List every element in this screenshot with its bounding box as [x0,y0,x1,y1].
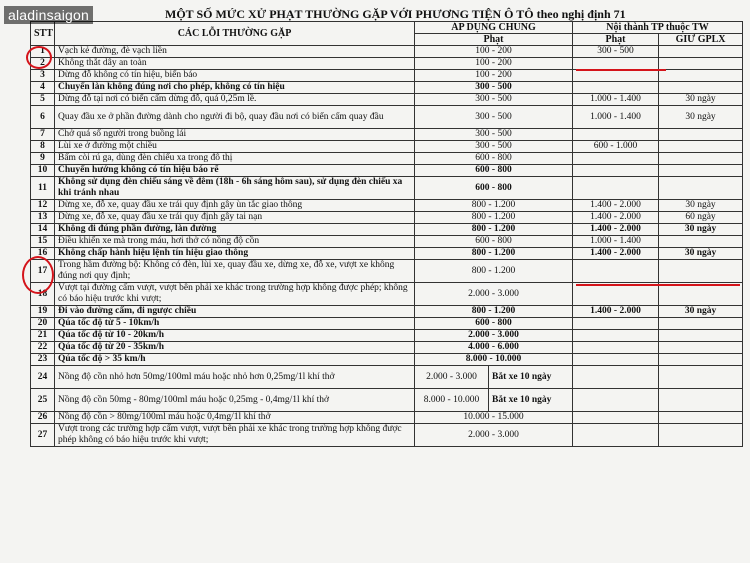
city-fine-cell: 1.400 - 2.000 [573,248,659,260]
violation-cell: Bấm còi rú ga, dùng đèn chiếu xa trong đô thị [55,153,415,165]
violation-cell: Không thắt dây an toàn [55,58,415,70]
row-number-cell: 19 [31,306,55,318]
violation-cell: Dừng xe, đỗ xe, quay đầu xe trái quy định gây tai nạn [55,212,415,224]
row-number-cell: 4 [31,82,55,94]
city-fine-cell: 1.400 - 2.000 [573,306,659,318]
row-number-cell: 15 [31,236,55,248]
violation-cell: Chở quá số người trong buồng lái [55,129,415,141]
row-number-cell: 17 [31,260,55,283]
row-number-cell: 8 [31,141,55,153]
table-row [31,389,743,412]
table-row [31,165,743,177]
table-row [31,306,743,318]
row-number-cell: 2 [31,58,55,70]
license-hold-cell [659,412,743,424]
table-row [31,177,743,200]
general-fine-cell: 800 - 1.200 [415,200,573,212]
table-row [31,330,743,342]
row-number-cell: 3 [31,70,55,82]
license-hold-cell [659,153,743,165]
general-fine-cell: 600 - 800 [415,177,573,200]
city-fine-cell: 1.400 - 2.000 [573,224,659,236]
row-number-cell: 14 [31,224,55,236]
row-number-cell: 5 [31,94,55,106]
general-fine-cell: 300 - 500 [415,141,573,153]
header-general: ÁP DỤNG CHUNG [415,22,573,34]
violation-cell: Quay đầu xe ở phần đường dành cho người đi bộ, quay đầu nơi có biển cấm quay đầu [55,106,415,129]
city-fine-cell [573,153,659,165]
table-row [31,248,743,260]
table-row [31,129,743,141]
row-number-cell: 9 [31,153,55,165]
license-hold-cell: 30 ngày [659,200,743,212]
violation-cell: Qúa tốc độ từ 20 - 35km/h [55,342,415,354]
city-fine-cell [573,354,659,366]
license-hold-cell: 30 ngày [659,106,743,129]
violation-cell: Nồng độ cồn 50mg - 80mg/100ml máu hoặc 0,25mg - 0,4mg/1l khí thở [55,389,415,412]
city-fine-cell [573,58,659,70]
city-fine-cell [573,129,659,141]
license-hold-cell [659,141,743,153]
table-header-row [31,22,743,34]
row-number-cell: 27 [31,424,55,447]
violation-cell: Vượt trong các trường hợp cấm vượt, vượt bên phải xe khác trong trường hợp không được phép không có báo hiệu trước khi vượt; [55,424,415,447]
city-fine-cell [573,82,659,94]
general-fine-cell: 800 - 1.200 [415,224,573,236]
violation-cell: Trong hầm đường bộ: Không có đèn, lùi xe, quay đầu xe, dừng xe, đỗ xe, vượt xe không đúng nơi quy định; [55,260,415,283]
license-hold-cell [659,165,743,177]
city-fine-cell [573,424,659,447]
table-row [31,200,743,212]
city-fine-cell [573,165,659,177]
table-row [31,46,743,58]
general-fine-cell: 600 - 800 [415,318,573,330]
row-number-cell: 10 [31,165,55,177]
license-hold-cell: 30 ngày [659,94,743,106]
general-fine-cell: 800 - 1.200 [415,260,573,283]
header-city: Nội thành TP thuộc TW [573,22,743,34]
general-fine-cell: 800 - 1.200 [415,212,573,224]
violation-cell: Qúa tốc độ từ 5 - 10km/h [55,318,415,330]
table-row [31,58,743,70]
license-hold-cell [659,260,743,283]
violation-cell: Lùi xe ở đường một chiều [55,141,415,153]
general-fine-cell: 2.000 - 3.000 [415,366,489,389]
general-fine-cell: 600 - 800 [415,153,573,165]
license-hold-cell [659,236,743,248]
note-cell: Bắt xe 10 ngày [489,389,573,412]
violation-cell: Không đi đúng phần đường, làn đường [55,224,415,236]
row-number-cell: 18 [31,283,55,306]
general-fine-cell: 8.000 - 10.000 [415,389,489,412]
license-hold-cell [659,354,743,366]
city-fine-cell [573,260,659,283]
general-fine-cell: 2.000 - 3.000 [415,424,573,447]
license-hold-cell [659,342,743,354]
general-fine-cell: 2.000 - 3.000 [415,330,573,342]
row-number-cell: 7 [31,129,55,141]
city-fine-cell [573,389,659,412]
license-hold-cell: 60 ngày [659,212,743,224]
general-fine-cell: 600 - 800 [415,165,573,177]
table-row [31,141,743,153]
city-fine-cell [573,318,659,330]
table-row [31,354,743,366]
violation-cell: Qúa tốc độ từ 10 - 20km/h [55,330,415,342]
license-hold-cell [659,424,743,447]
row-number-cell: 1 [31,46,55,58]
annotation-underline-row-14 [576,284,740,286]
general-fine-cell: 300 - 500 [415,106,573,129]
table-row [31,153,743,165]
city-fine-cell [573,330,659,342]
fines-table [30,21,743,447]
general-fine-cell: 300 - 500 [415,82,573,94]
license-hold-cell [659,82,743,94]
license-hold-cell [659,177,743,200]
table-row [31,70,743,82]
table-body [31,46,743,447]
header-license: GIỮ GPLX [659,34,743,46]
city-fine-cell: 600 - 1.000 [573,141,659,153]
header-errors: CÁC LỖI THƯỜNG GẶP [55,22,415,46]
general-fine-cell: 800 - 1.200 [415,248,573,260]
license-hold-cell [659,58,743,70]
row-number-cell: 6 [31,106,55,129]
table-row [31,342,743,354]
row-number-cell: 25 [31,389,55,412]
row-number-cell: 24 [31,366,55,389]
violation-cell: Dừng đỗ không có tín hiệu, biển báo [55,70,415,82]
violation-cell: Dừng đỗ tại nơi có biển cấm dừng đỗ, quá 0,25m lề. [55,94,415,106]
general-fine-cell: 10.000 - 15.000 [415,412,573,424]
table-row [31,424,743,447]
note-cell: Bắt xe 10 ngày [489,366,573,389]
row-number-cell: 20 [31,318,55,330]
violation-cell: Nồng độ cồn nhỏ hơn 50mg/100ml máu hoặc nhỏ hơn 0,25mg/1l khí thở [55,366,415,389]
violation-cell: Vạch kẻ đường, đè vạch liền [55,46,415,58]
city-fine-cell: 300 - 500 [573,46,659,58]
row-number-cell: 11 [31,177,55,200]
city-fine-cell: 1.000 - 1.400 [573,94,659,106]
header-city-fine: Phạt [573,34,659,46]
violation-cell: Nồng độ cồn > 80mg/100ml máu hoặc 0,4mg/1l khí thở [55,412,415,424]
violation-cell: Đi vào đường cấm, đi ngược chiều [55,306,415,318]
city-fine-cell: 1.000 - 1.400 [573,106,659,129]
general-fine-cell: 100 - 200 [415,58,573,70]
city-fine-cell [573,412,659,424]
license-hold-cell [659,366,743,389]
table-row [31,236,743,248]
license-hold-cell [659,318,743,330]
row-number-cell: 16 [31,248,55,260]
annotation-circle-row-1 [26,46,52,69]
city-fine-cell: 1.400 - 2.000 [573,200,659,212]
license-hold-cell: 30 ngày [659,306,743,318]
page-title: MỘT SỐ MỨC XỬ PHẠT THƯỜNG GẶP VỚI PHƯƠNG TIỆN Ô TÔ theo nghị định 71 [165,7,626,21]
row-number-cell: 12 [31,200,55,212]
annotation-circle-row-14 [22,256,54,294]
general-fine-cell: 4.000 - 6.000 [415,342,573,354]
header-stt: STT [31,22,55,46]
violation-cell: Không chấp hành hiệu lệnh tín hiệu giao thông [55,248,415,260]
general-fine-cell: 300 - 500 [415,94,573,106]
violation-cell: Chuyển hướng không có tín hiệu báo rẽ [55,165,415,177]
license-hold-cell [659,129,743,141]
general-fine-cell: 300 - 500 [415,129,573,141]
table-row [31,224,743,236]
row-number-cell: 22 [31,342,55,354]
license-hold-cell: 30 ngày [659,224,743,236]
violation-cell: Vượt tại đường cấm vượt, vượt bên phải xe khác trong trường hợp không được phép; không có báo hiệu trước khi vượt; [55,283,415,306]
license-hold-cell [659,389,743,412]
violation-cell: Dừng xe, đỗ xe, quay đầu xe trái quy định gây ùn tắc giao thông [55,200,415,212]
city-fine-cell [573,70,659,82]
row-number-cell: 13 [31,212,55,224]
general-fine-cell: 2.000 - 3.000 [415,283,573,306]
violation-cell: Điều khiển xe mà trong máu, hơi thở có nồng độ cồn [55,236,415,248]
city-fine-cell [573,177,659,200]
table-row [31,366,743,389]
row-number-cell: 23 [31,354,55,366]
watermark: aladinsaigon [4,6,93,24]
general-fine-cell: 100 - 200 [415,70,573,82]
violation-cell: Chuyển làn không đúng nơi cho phép, không có tín hiệu [55,82,415,94]
license-hold-cell [659,70,743,82]
table-row [31,82,743,94]
general-fine-cell: 100 - 200 [415,46,573,58]
license-hold-cell [659,330,743,342]
license-hold-cell: 30 ngày [659,248,743,260]
header-general-fine: Phạt [415,34,573,46]
table-row [31,106,743,129]
general-fine-cell: 600 - 800 [415,236,573,248]
table-row [31,318,743,330]
row-number-cell: 21 [31,330,55,342]
violation-cell: Không sử dụng đèn chiếu sáng về đêm (18h - 6h sáng hôm sau), sử dụng đèn chiếu xa khi tránh nhau [55,177,415,200]
table-row [31,260,743,283]
annotation-underline-row-1 [576,69,666,71]
violation-cell: Qúa tốc độ > 35 km/h [55,354,415,366]
city-fine-cell [573,342,659,354]
general-fine-cell: 8.000 - 10.000 [415,354,573,366]
table-row [31,412,743,424]
city-fine-cell: 1.400 - 2.000 [573,212,659,224]
city-fine-cell: 1.000 - 1.400 [573,236,659,248]
city-fine-cell [573,366,659,389]
table-row [31,212,743,224]
table-row [31,94,743,106]
general-fine-cell: 800 - 1.200 [415,306,573,318]
row-number-cell: 26 [31,412,55,424]
license-hold-cell [659,46,743,58]
